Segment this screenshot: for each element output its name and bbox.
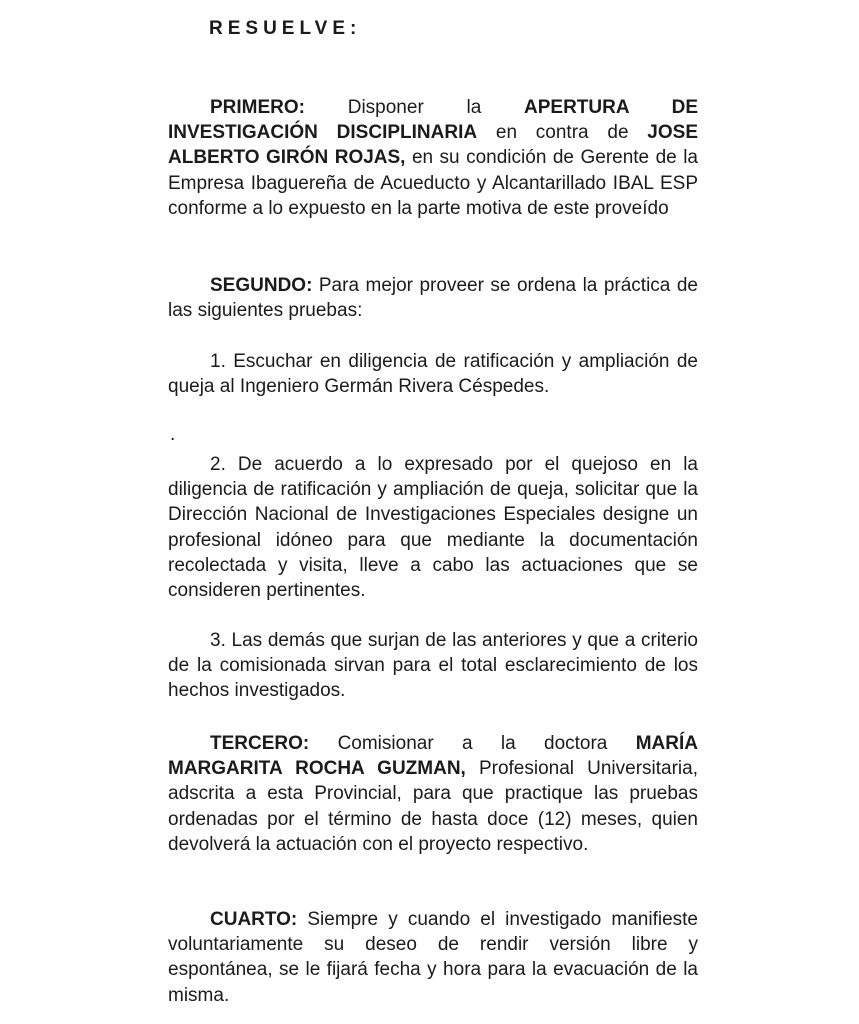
article-tercero: TERCERO: Comisionar a la doctora MARÍA MARGARITA ROCHA GUZMAN, Profesional Universitaria, adscrita a esta Provincial, para que practique las pruebas ordenadas por el término de hasta doce (12) meses, quien devolverá la actuación con el proyecto respectivo. bbox=[168, 733, 699, 855]
article-segundo: SEGUNDO: Para mejor proveer se ordena la práctica de las siguientes pruebas: bbox=[168, 275, 698, 322]
article-primero: PRIMERO: Disponer la APERTURA DE INVESTIGACIÓN DISCIPLINARIA en contra de JOSE ALBERTO GIRÓN ROJAS, en su condición de Gerente de la Empresa Ibaguereña de Acueducto y Alcantarillado IBAL ESP conforme a lo expuesto en la parte motiva de este proveído bbox=[168, 97, 699, 219]
investigated-person: JOSE ALBERTO GIRÓN ROJAS, bbox=[168, 122, 698, 169]
segundo-label: SEGUNDO: bbox=[210, 275, 313, 296]
stray-mark: . bbox=[170, 424, 176, 445]
evidence-item-2: 2. De acuerdo a lo expresado por el quejoso en la diligencia de ratificación y ampliación de queja, solicitar que la Dirección Nacional de Investigaciones Especiales designe un profesional idóneo para que mediante la documentación recolectada y visita, lleve a cabo las actuaciones que se consideren pertinentes. bbox=[168, 454, 698, 602]
resolution-heading: RESUELVE: bbox=[209, 18, 362, 39]
investigation-opening: APERTURA DE INVESTIGACIÓN DISCIPLINARIA bbox=[168, 97, 698, 144]
cuarto-label: CUARTO: bbox=[210, 909, 298, 930]
commissioned-person: MARÍA MARGARITA ROCHA GUZMAN, bbox=[168, 733, 698, 780]
tercero-label: TERCERO: bbox=[210, 733, 310, 754]
article-cuarto: CUARTO: Siempre y cuando el investigado manifieste voluntariamente su deseo de rendir versión libre y espontánea, se le fijará fecha y hora para la evacuación de la misma. bbox=[168, 909, 698, 1006]
evidence-item-1: 1. Escuchar en diligencia de ratificación y ampliación de queja al Ingeniero Germán Rivera Céspedes. bbox=[168, 351, 698, 398]
primero-label: PRIMERO: bbox=[210, 97, 305, 118]
evidence-item-3: 3. Las demás que surjan de las anteriores y que a criterio de la comisionada sirvan para el total esclarecimiento de los hechos investigados. bbox=[168, 630, 698, 702]
